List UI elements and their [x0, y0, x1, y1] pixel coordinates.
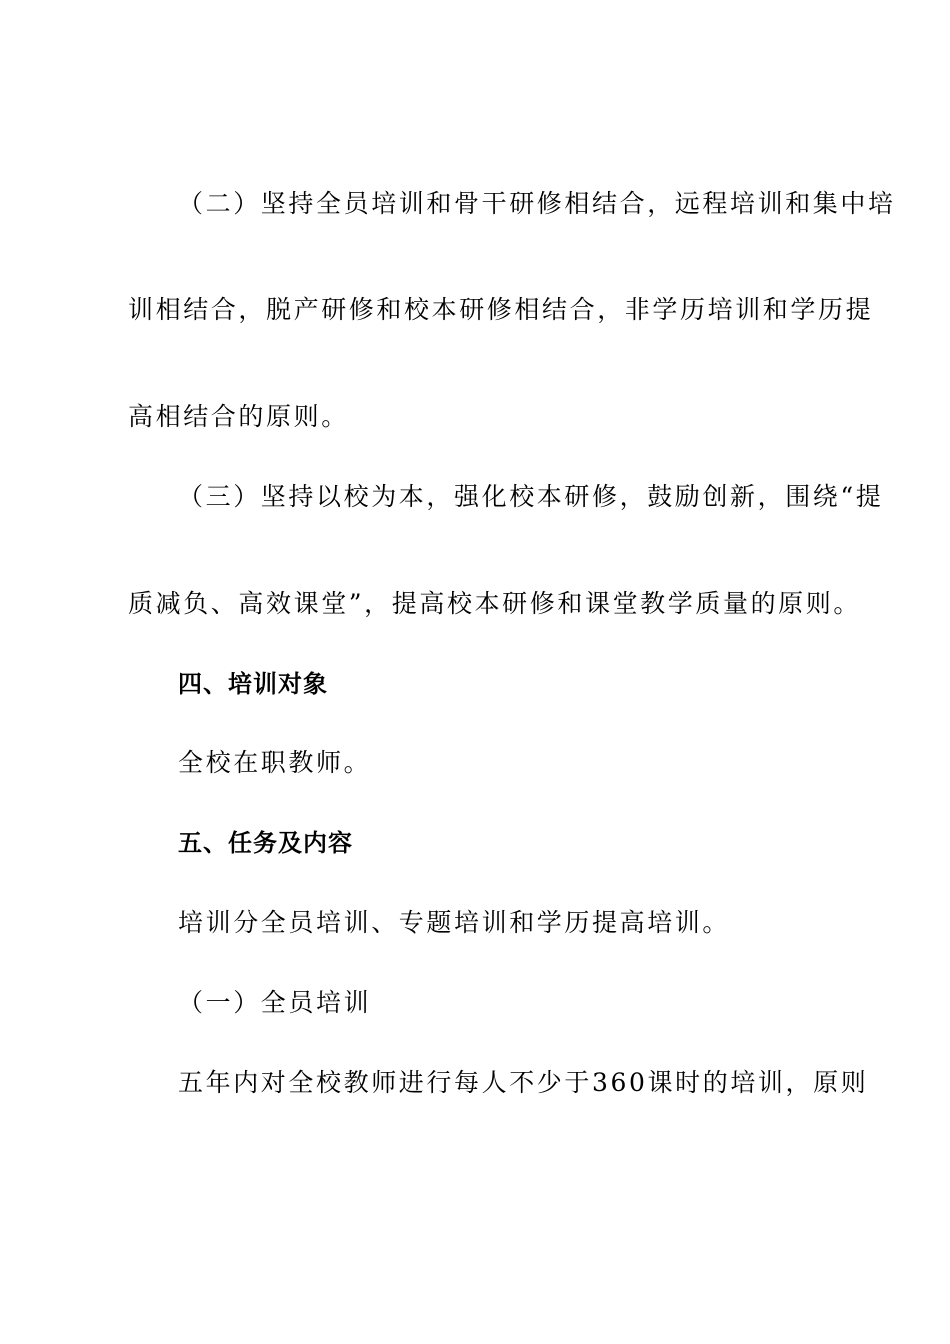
paragraph-principle-3-line-2: 质减负、高效课堂”，提高校本研修和课堂教学质量的原则。: [128, 589, 861, 618]
paragraph-training-types: 培训分全员培训、专题培训和学历提高培训。: [178, 908, 731, 937]
paragraph-all-staff-training: 五年内对全校教师进行每人不少于360课时的培训，原则: [178, 1068, 869, 1097]
section-heading-tasks-content: 五、任务及内容: [178, 829, 353, 857]
subsection-title-all-staff-training: （一）全员培训: [178, 988, 372, 1017]
paragraph-principle-3-line-1: （三）坚持以校为本，强化校本研修，鼓励创新，围绕“提: [178, 482, 884, 511]
paragraph-principle-2-line-2: 训相结合，脱产研修和校本研修相结合，非学历培训和学历提: [128, 295, 874, 324]
section-heading-training-targets: 四、培训对象: [178, 670, 328, 698]
paragraph-principle-2-line-3: 高相结合的原则。: [128, 402, 349, 431]
paragraph-training-targets: 全校在职教师。: [178, 748, 372, 777]
paragraph-principle-2-line-1: （二）坚持全员培训和骨干研修相结合，远程培训和集中培: [178, 189, 896, 218]
